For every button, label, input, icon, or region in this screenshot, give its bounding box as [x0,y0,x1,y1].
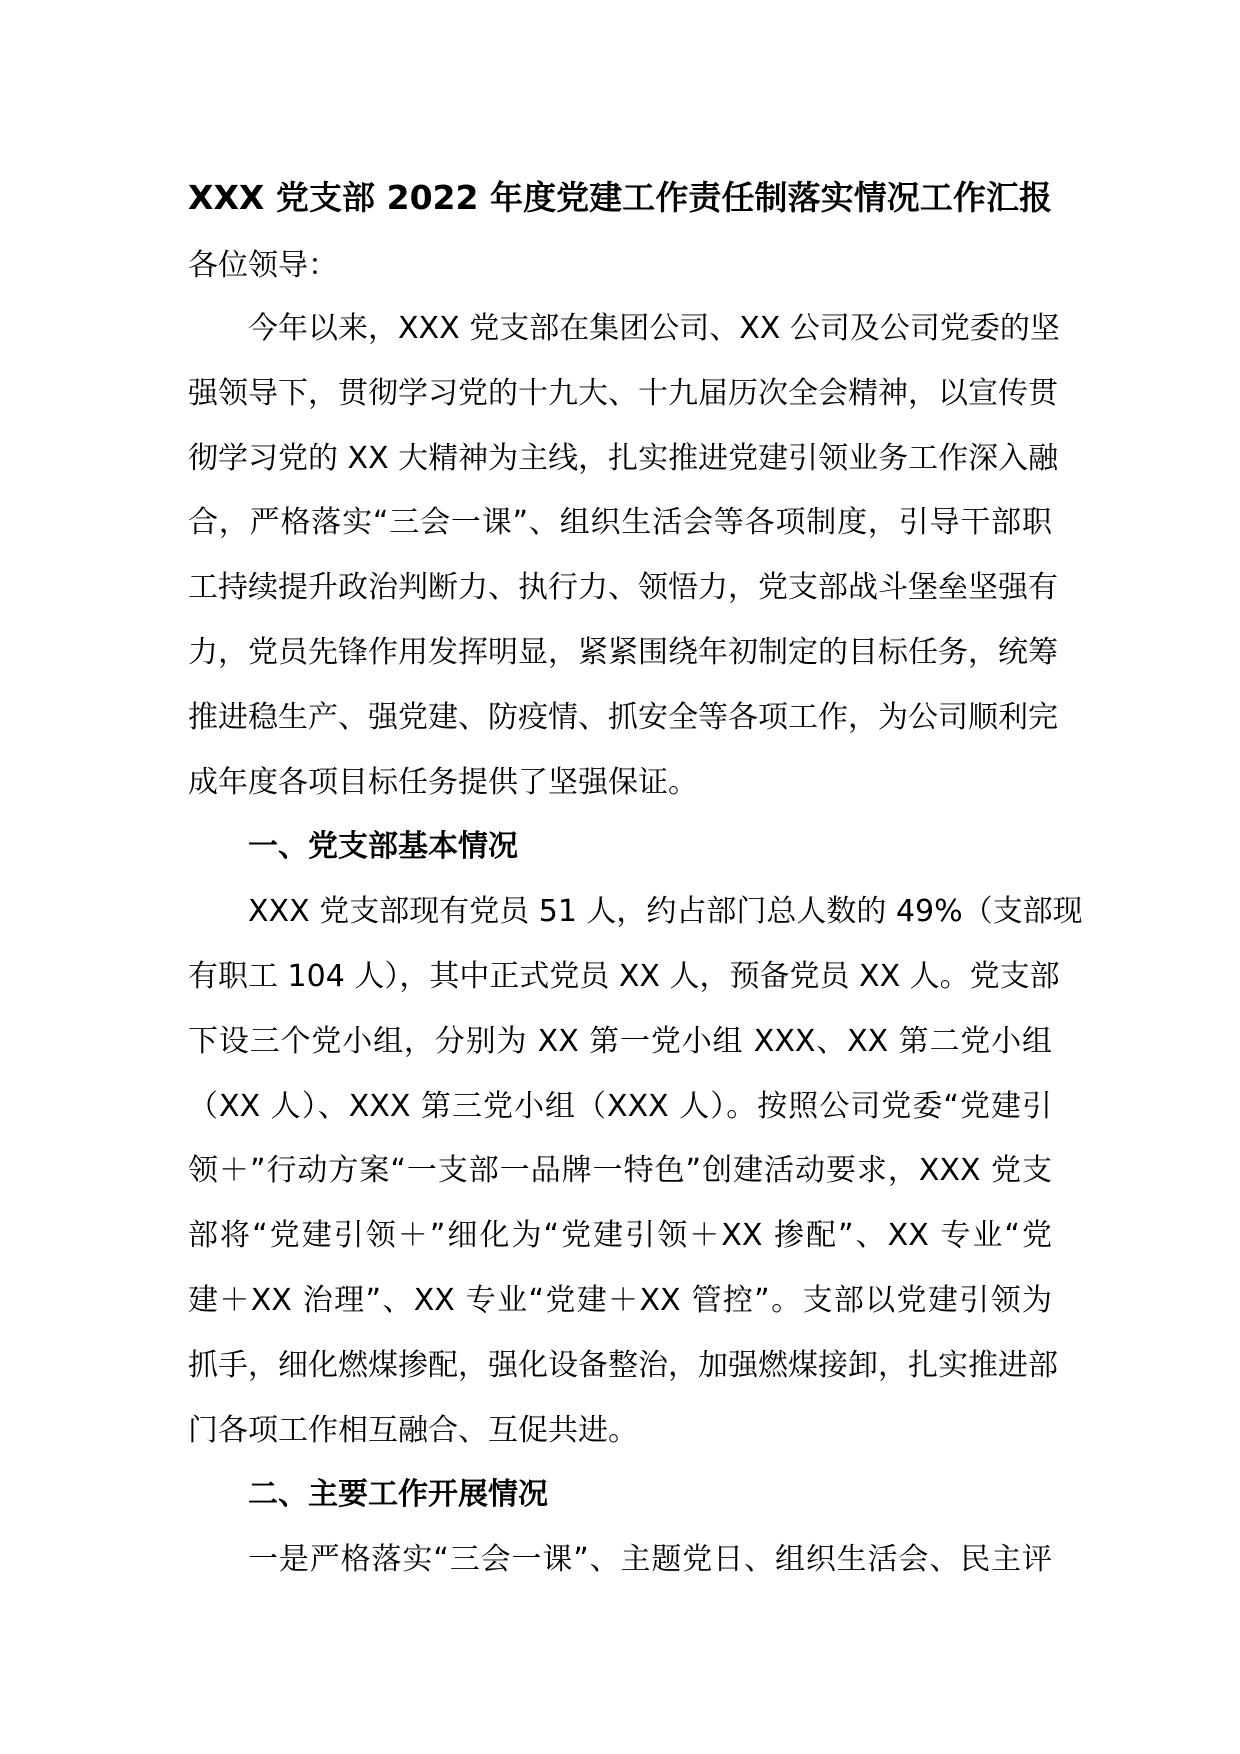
text-line: 有职工 104 人），其中正式党员 XX 人，预备党员 XX 人。党支部 [188,958,1060,994]
salutation: 各位领导： [188,248,338,283]
text-line: 领＋”行动方案“一支部一品牌一特色”创建活动要求，XXX 党支 [188,1153,1052,1189]
text-line: 建＋XX 治理”、XX 专业“党建＋XX 管控”。支部以党建引领为 [188,1282,1052,1318]
paragraph-basic-info [188,880,1083,1463]
text-line: 下设三个党小组，分别为 XX 第一党小组 XXX、XX 第二党小组 [188,1023,1052,1059]
text-line: 合，严格落实“三会一课”、组织生活会等各项制度，引导干部职 [188,505,1052,541]
text-line: 推进稳生产、强党建、防疫情、抓安全等各项工作，为公司顺利完 [188,699,1058,735]
text-line: 工持续提升政治判断力、执行力、领悟力，党支部战斗堡垒坚强有 [188,570,1058,606]
text-line: 彻学习党的 XX 大精神为主线，扎实推进党建引领业务工作深入融 [188,440,1059,476]
paragraph-work [188,1528,1052,1593]
document-body [188,297,1083,1593]
text-line: 强领导下，贯彻学习党的十九大、十九届历次全会精神，以宣传贯 [188,375,1058,411]
text-line: 一是严格落实“三会一课”、主题党日、组织生活会、民主评 [248,1542,1052,1578]
text-line: 力，党员先锋作用发挥明显，紧紧围绕年初制定的目标任务，统筹 [188,634,1058,670]
text-line: XXX 党支部现有党员 51 人，约占部门总人数的 49%（支部现 [248,894,1083,930]
document-title: XXX 党支部 2022 年度党建工作责任制落实情况工作汇报 [188,178,1052,217]
text-line: 门各项工作相互融合、互促共进。 [188,1412,638,1448]
text-line: 部将“党建引领＋”细化为“党建引领＋XX 掺配”、XX 专业“党 [188,1218,1052,1254]
section-heading-2: 二、主要工作开展情况 [248,1477,548,1513]
text-line: 成年度各项目标任务提供了坚强保证。 [188,764,698,800]
text-line: 今年以来，XXX 党支部在集团公司、XX 公司及公司党委的坚 [248,311,1060,346]
section-heading-1: 一、党支部基本情况 [248,829,518,865]
paragraph-intro [188,297,1060,815]
text-line: （XX 人）、XXX 第三党小组（XXX 人）。按照公司党委“党建引 [188,1088,1052,1124]
text-line: 抓手，细化燃煤掺配，强化设备整治，加强燃煤接卸，扎实推进部 [188,1347,1058,1383]
